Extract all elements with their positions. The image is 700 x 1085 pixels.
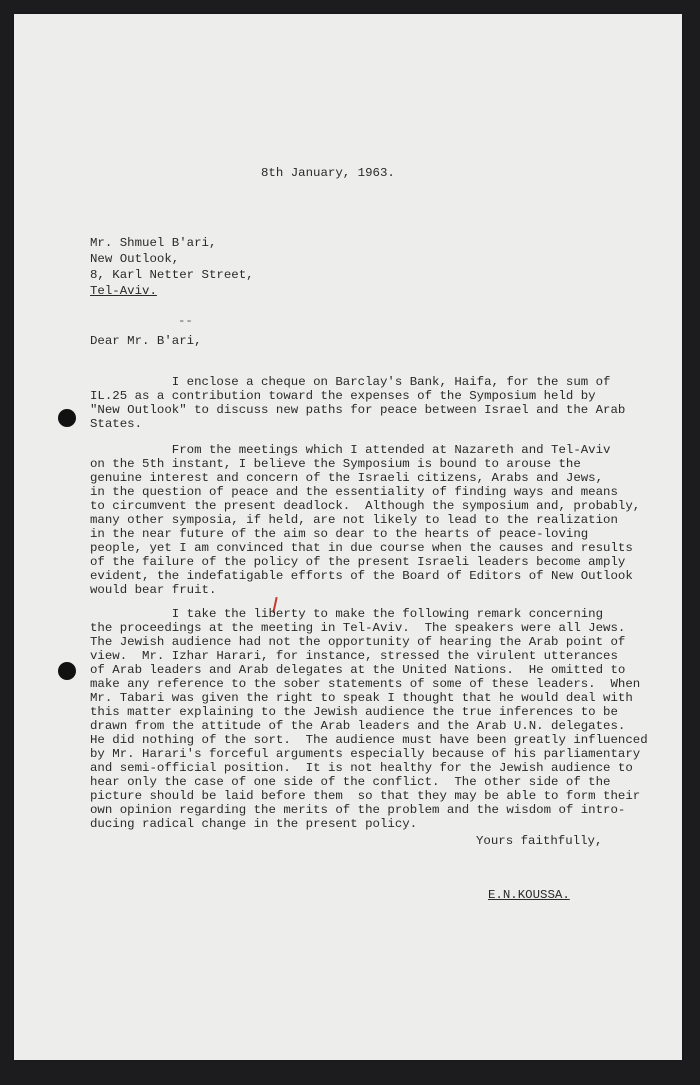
closing-phrase: Yours faithfully,	[476, 834, 603, 848]
separator-mark: --	[178, 314, 193, 328]
paragraph-line: would bear fruit.	[90, 583, 217, 597]
paragraph-1	[90, 375, 694, 431]
paragraph-line: own opinion regarding the merits of the problem and the wisdom of intro-	[90, 803, 626, 817]
paragraph-line: genuine interest and concern of the Israeli citizens, Arabs and Jews,	[90, 471, 604, 485]
paragraph-line: in the near future of the aim so dear to the hearts of peace-loving	[90, 527, 589, 541]
paragraph-line: and semi-official position. It is not healthy for the Jewish audience to	[90, 761, 633, 775]
paragraph-2	[90, 443, 694, 597]
paragraph-line: of the failure of the policy of the present Israeli leaders become amply	[90, 555, 626, 569]
paragraph-line: make any reference to the sober statements of some of these leaders. When	[90, 677, 641, 691]
paragraph-line: ducing radical change in the present policy.	[90, 817, 418, 831]
paragraph-line: in the question of peace and the essentiality of finding ways and means	[90, 485, 618, 499]
letter-date: 8th January, 1963.	[261, 166, 395, 180]
paragraph-line: hear only the case of one side of the conflict. The other side of the	[90, 775, 611, 789]
recipient-city: Tel-Aviv.	[90, 284, 157, 298]
letter-page	[14, 14, 682, 1060]
paragraph-line: I take the liberty to make the following remark concerning	[90, 607, 604, 621]
paragraph-line: He did nothing of the sort. The audience must have been greatly influenced	[90, 733, 648, 747]
paragraph-line: evident, the indefatigable efforts of the Board of Editors of New Outlook	[90, 569, 633, 583]
paragraph-line: From the meetings which I attended at Nazareth and Tel-Aviv	[90, 443, 611, 457]
signature-name: E.N.KOUSSA.	[488, 888, 570, 902]
paragraph-line: to circumvent the present deadlock. Although the symposium and, probably,	[90, 499, 641, 513]
paragraph-line: on the 5th instant, I believe the Symposium is bound to arouse the	[90, 457, 581, 471]
paragraph-line: people, yet I am convinced that in due course when the causes and results	[90, 541, 633, 555]
paragraph-line: by Mr. Harari's forceful arguments especially because of his parliamentary	[90, 747, 641, 761]
paragraph-line: "New Outlook" to discuss new paths for peace between Israel and the Arab	[90, 403, 626, 417]
paragraph-line: States.	[90, 417, 143, 431]
paragraph-line: I enclose a cheque on Barclay's Bank, Haifa, for the sum of	[90, 375, 611, 389]
paragraph-line: IL.25 as a contribution toward the expenses of the Symposium held by	[90, 389, 596, 403]
paragraph-line: view. Mr. Izhar Harari, for instance, stressed the virulent utterances	[90, 649, 618, 663]
paragraph-line: picture should be laid before them so that they may be able to form their	[90, 789, 641, 803]
paragraph-line: many other symposia, if held, are not likely to lead to the realization	[90, 513, 618, 527]
recipient-name: Mr. Shmuel B'ari,	[90, 236, 217, 250]
recipient-organization: New Outlook,	[90, 252, 180, 266]
paragraph-line: the proceedings at the meeting in Tel-Aviv. The speakers were all Jews.	[90, 621, 626, 635]
paragraph-line: The Jewish audience had not the opportunity of hearing the Arab point of	[90, 635, 626, 649]
punch-hole-top	[58, 409, 76, 427]
paragraph-3	[90, 607, 694, 831]
paragraph-line: of Arab leaders and Arab delegates at the United Nations. He omitted to	[90, 663, 626, 677]
paragraph-line: Mr. Tabari was given the right to speak I thought that he would deal with	[90, 691, 633, 705]
paragraph-line: drawn from the attitude of the Arab leaders and the Arab U.N. delegates.	[90, 719, 626, 733]
paragraph-line: this matter explaining to the Jewish audience the true inferences to be	[90, 705, 618, 719]
punch-hole-bottom	[58, 662, 76, 680]
salutation: Dear Mr. B'ari,	[90, 334, 202, 348]
recipient-street: 8, Karl Netter Street,	[90, 268, 254, 282]
